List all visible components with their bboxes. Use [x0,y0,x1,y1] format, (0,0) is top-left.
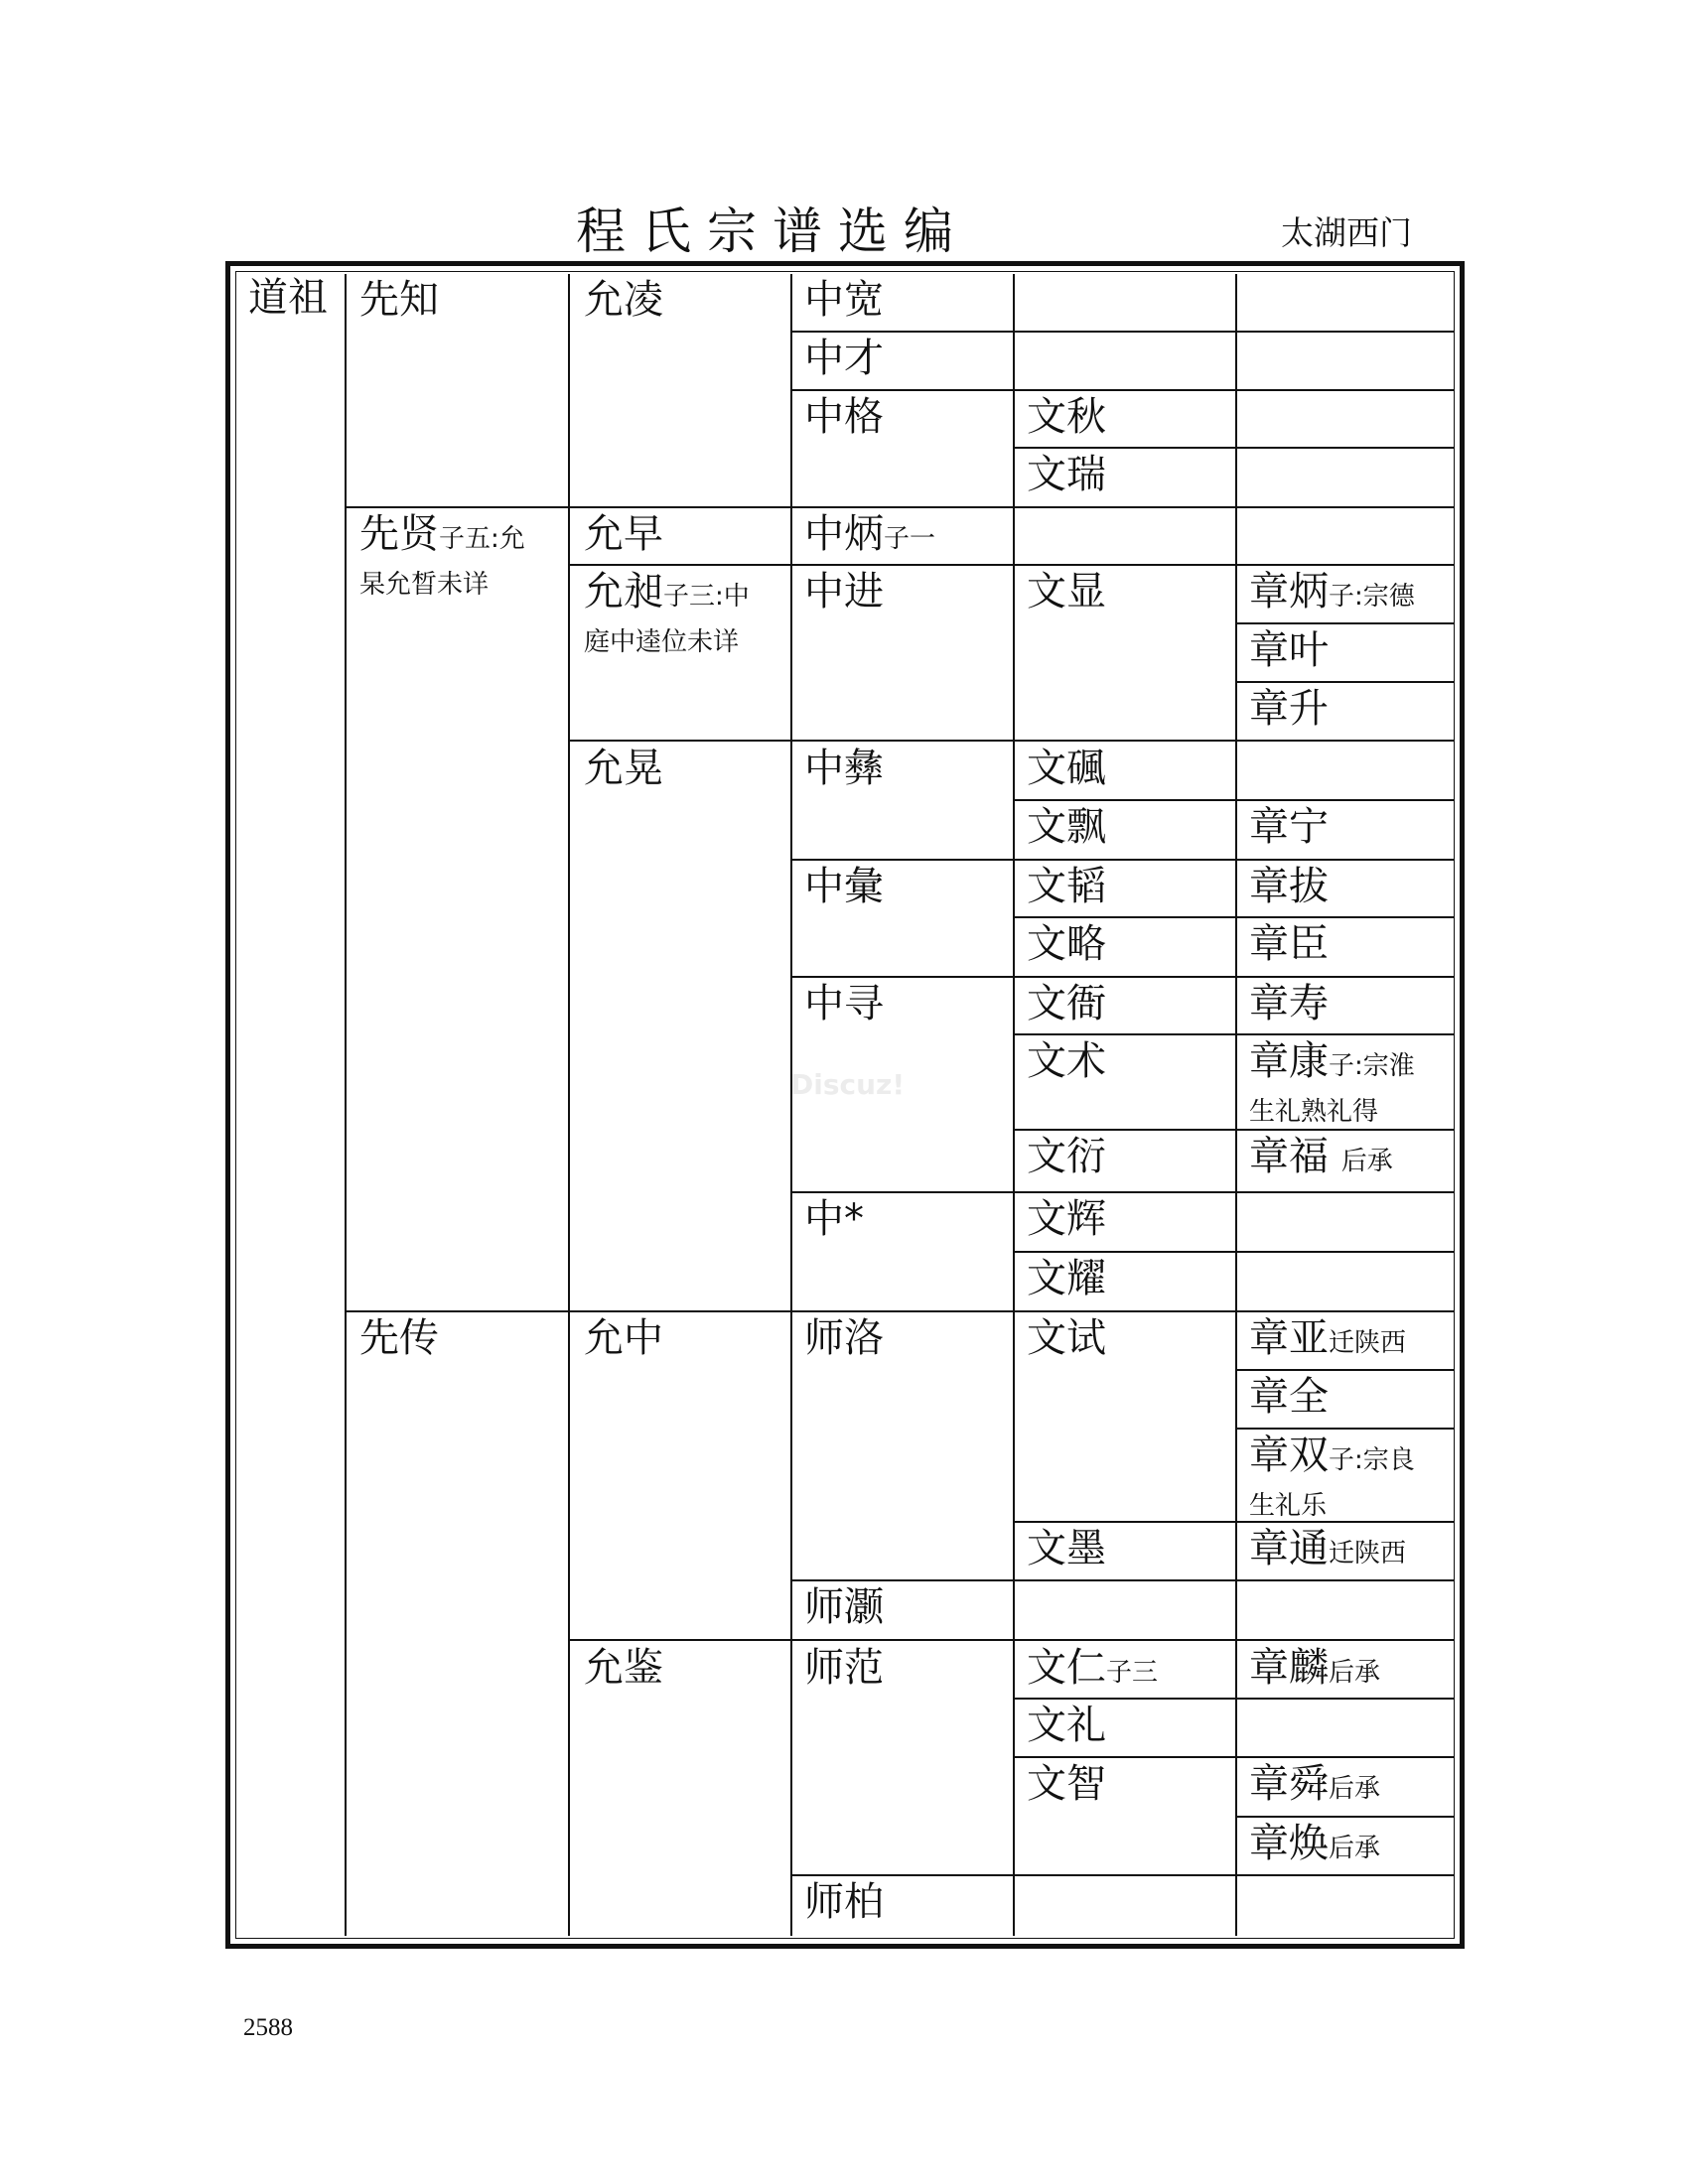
gen5-name [1249,1818,1380,1874]
person-note: 子:宗德 [1329,582,1415,612]
gen5-name: 章拔 [1249,864,1329,909]
person-name: 章麟 [1249,1645,1329,1691]
person-note: 子:宗良 [1329,1445,1415,1475]
row-divider [790,1191,1455,1193]
gen4-name: 文秋 [1027,394,1106,440]
gen3-name: 师范 [804,1645,884,1691]
gen5-name: 章升 [1249,686,1329,732]
person-note: 后承 [1340,1147,1393,1176]
gen4-name: 文术 [1027,1038,1106,1084]
gen4-name: 文略 [1027,921,1106,967]
person-name: 章康 [1249,1038,1329,1084]
person-name: 章福 [1249,1134,1329,1179]
gen3-name: 师柏 [804,1879,884,1925]
root-ancestor: 道祖 [248,275,328,321]
person-name: 章亚 [1249,1315,1329,1361]
gen4-name: 文显 [1027,569,1106,614]
person-name: 章舜 [1249,1761,1329,1807]
gen5-name: 章宁 [1249,804,1329,850]
person-note: 迁陕西 [1329,1328,1407,1358]
person-name: 章双 [1249,1433,1329,1478]
page-title: 程氏宗谱选编 [576,203,969,260]
gen3-name: 中寻 [804,981,884,1026]
person-note: 迁陕西 [1329,1539,1407,1569]
person-name: 章通 [1249,1526,1329,1571]
branch-label: 太湖西门 [1281,213,1412,252]
person-name: 中炳 [804,511,884,557]
gen4-name: 文墨 [1027,1526,1106,1571]
page-number: 2588 [243,2014,293,2041]
gen5-name [1249,1312,1406,1369]
gen4-name: 文试 [1027,1315,1106,1361]
person-name: 允昶 [584,569,663,614]
gen5-name [1249,1131,1393,1187]
gen3-name: 中进 [804,569,884,614]
column-divider [1013,274,1015,1936]
gen3-name: 中彝 [804,746,884,791]
gen4-name: 文智 [1027,1761,1106,1807]
person-name: 先贤 [359,511,439,557]
row-divider [790,331,1455,333]
column-divider [568,274,570,1936]
gen3-name: 中才 [804,336,884,381]
gen4-name: 文飘 [1027,804,1106,850]
column-divider [790,274,792,1936]
gen5-name [1249,1758,1380,1815]
person-note: 子三:中 [663,582,750,612]
row-divider [568,1639,1455,1641]
gen5-name [1249,1523,1406,1579]
gen5-name [1249,566,1415,622]
gen5-name [1249,1642,1380,1699]
person-name: 章炳 [1249,569,1329,614]
gen4-name: 文韬 [1027,864,1106,909]
person-note: 子三 [1106,1658,1159,1688]
gen4-name: 文耀 [1027,1256,1106,1301]
gen2-name: 允凌 [584,277,663,323]
person-note: 生礼乐 [1249,1491,1328,1521]
person-note: 生礼熟礼得 [1249,1097,1379,1127]
person-note: 子一 [884,524,936,554]
person-name: 章焕 [1249,1821,1329,1866]
gen4-name: 文礼 [1027,1703,1106,1748]
gen1-name: 先传 [359,1315,439,1361]
gen3-name: 中宽 [804,277,884,323]
gen3-name: 中彙 [804,864,884,909]
person-note: 子:宗淮 [1329,1051,1415,1081]
gen5-name [1249,1430,1415,1526]
gen4-name: 文瑞 [1027,452,1106,497]
gen4-name: 文辉 [1027,1196,1106,1242]
gen2-name: 允早 [584,511,663,557]
gen2-name: 允鉴 [584,1645,663,1691]
gen3-name: 中* [804,1196,864,1242]
gen2-name: 允中 [584,1315,663,1361]
gen4-name: 文衍 [1027,1134,1106,1179]
gen2-name [584,566,750,662]
gen2-name: 允晃 [584,746,663,791]
gen4-name: 文碸 [1027,746,1106,791]
person-note: 庭中逵位未详 [584,627,740,657]
person-note: 子五:允 [439,524,525,554]
gen3-name: 中格 [804,394,884,440]
row-divider [568,740,1455,742]
gen4-name [1027,1642,1158,1699]
gen5-name [1249,1035,1415,1132]
watermark: Discuz! [790,1068,906,1101]
person-note: 后承 [1329,1774,1381,1804]
person-name: 文仁 [1027,1645,1106,1691]
person-note: 杲允晳未详 [359,570,490,600]
row-divider [790,859,1455,861]
column-divider [345,274,347,1936]
person-note: 后承 [1329,1658,1381,1688]
row-divider [790,976,1455,978]
gen1-name [359,508,525,605]
gen5-name: 章臣 [1249,921,1329,967]
row-divider [790,1874,1455,1876]
gen5-name: 章叶 [1249,627,1329,673]
column-divider [1235,274,1237,1936]
gen3-name: 师灏 [804,1584,884,1630]
person-note: 后承 [1329,1834,1381,1863]
gen5-name: 章全 [1249,1374,1329,1420]
gen3-name [804,508,935,565]
row-divider [790,1579,1455,1581]
gen1-name: 先知 [359,277,439,323]
gen3-name: 师洛 [804,1315,884,1361]
row-divider [790,389,1455,391]
gen5-name: 章寿 [1249,981,1329,1026]
gen4-name: 文衙 [1027,981,1106,1026]
